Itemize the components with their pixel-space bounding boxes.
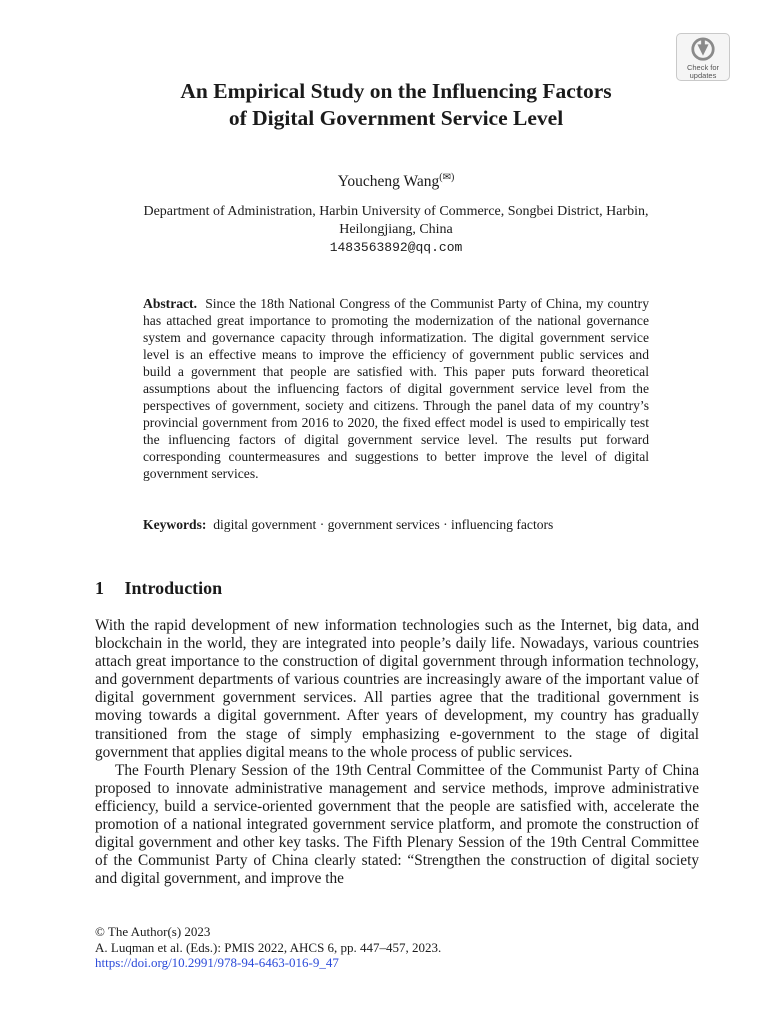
author-email[interactable]: 1483563892@qq.com	[329, 240, 463, 255]
check-for-updates-badge[interactable]	[676, 33, 730, 81]
section-title: Introduction	[124, 578, 223, 598]
footer	[95, 924, 695, 971]
badge-line-2: updates	[689, 71, 717, 80]
keywords	[143, 516, 649, 533]
affiliation-line-2: Heilongjiang, China	[339, 222, 453, 237]
title-line-2: of Digital Government Service Level	[228, 106, 564, 130]
abstract-text: Since the 18th National Congress of the Communist Party of China, my country has attached great importance to promoting the modernization of the national governance system and governance capacity through informatization. The digital government service level is an effective means to improve the efficiency of government public services and build a government that people are satisfied with. This paper puts forward theoretical assumptions about the influencing factors of digital government service level from the perspectives of government, society and citizens. Through the panel data of my country’s provincial government from 2016 to 2020, the fixed effect model is used to empirically test the influencing factors of digital government service level. The results put forward corresponding countermeasures and suggestions to better improve the level of digital government services.	[143, 296, 650, 481]
abstract-label: Abstract.	[143, 296, 197, 311]
abstract	[143, 296, 649, 482]
affiliation	[96, 203, 696, 257]
citation: A. Luqman et al. (Eds.): PMIS 2022, AHCS 6, pp. 447–457, 2023.	[95, 939, 442, 955]
paper-title	[96, 78, 696, 132]
section-heading	[95, 576, 222, 600]
affiliation-line-1: Department of Administration, Harbin University of Commerce, Songbei District, Harbin,	[143, 204, 649, 219]
doi-link[interactable]: https://doi.org/10.2991/978-94-6463-016-9_47	[95, 955, 339, 970]
corresponding-author-mark: (✉)	[439, 172, 455, 183]
keywords-label: Keywords:	[143, 517, 207, 532]
author-line	[96, 168, 696, 192]
title-line-1: An Empirical Study on the Influencing Factors	[180, 79, 612, 103]
check-for-updates-icon	[688, 37, 718, 63]
paragraph-2: The Fourth Plenary Session of the 19th Central Committee of the Communist Party of China proposed to innovate administrative management and service methods, improve administrative efficiency, build a service-oriented government that the people are satisfied with, accelerate the promotion of a national integrated government service platform, and promote the construction of digital government and other key tasks. The Fifth Plenary Session of the 19th Central Committee of the Communist Party of China clearly stated: “Strengthen the construction of digital society and digital government, and improve the	[95, 761, 699, 888]
section-number: 1	[95, 578, 104, 598]
copyright: © The Author(s) 2023	[95, 924, 211, 939]
badge-line-1: Check for	[686, 63, 720, 72]
paragraph-1: With the rapid development of new information technologies such as the Internet, big data, and blockchain in the world, they are integrated into people’s daily life. Nowadays, various countries attach great importance to the construction of digital government through information technology, and government departments of various countries are increasingly aware of the important value of digital government government services. All parties agree that the traditional government is moving towards a digital government. After years of development, my country has gradually transitioned from the stage of simply emphasizing e-government to the stage of digital government that applies digital means to the whole process of public services.	[95, 617, 699, 761]
keywords-text: digital government · government services · influencing factors	[213, 517, 554, 532]
body-text	[95, 617, 699, 888]
author-name: Youcheng Wang	[337, 173, 440, 190]
